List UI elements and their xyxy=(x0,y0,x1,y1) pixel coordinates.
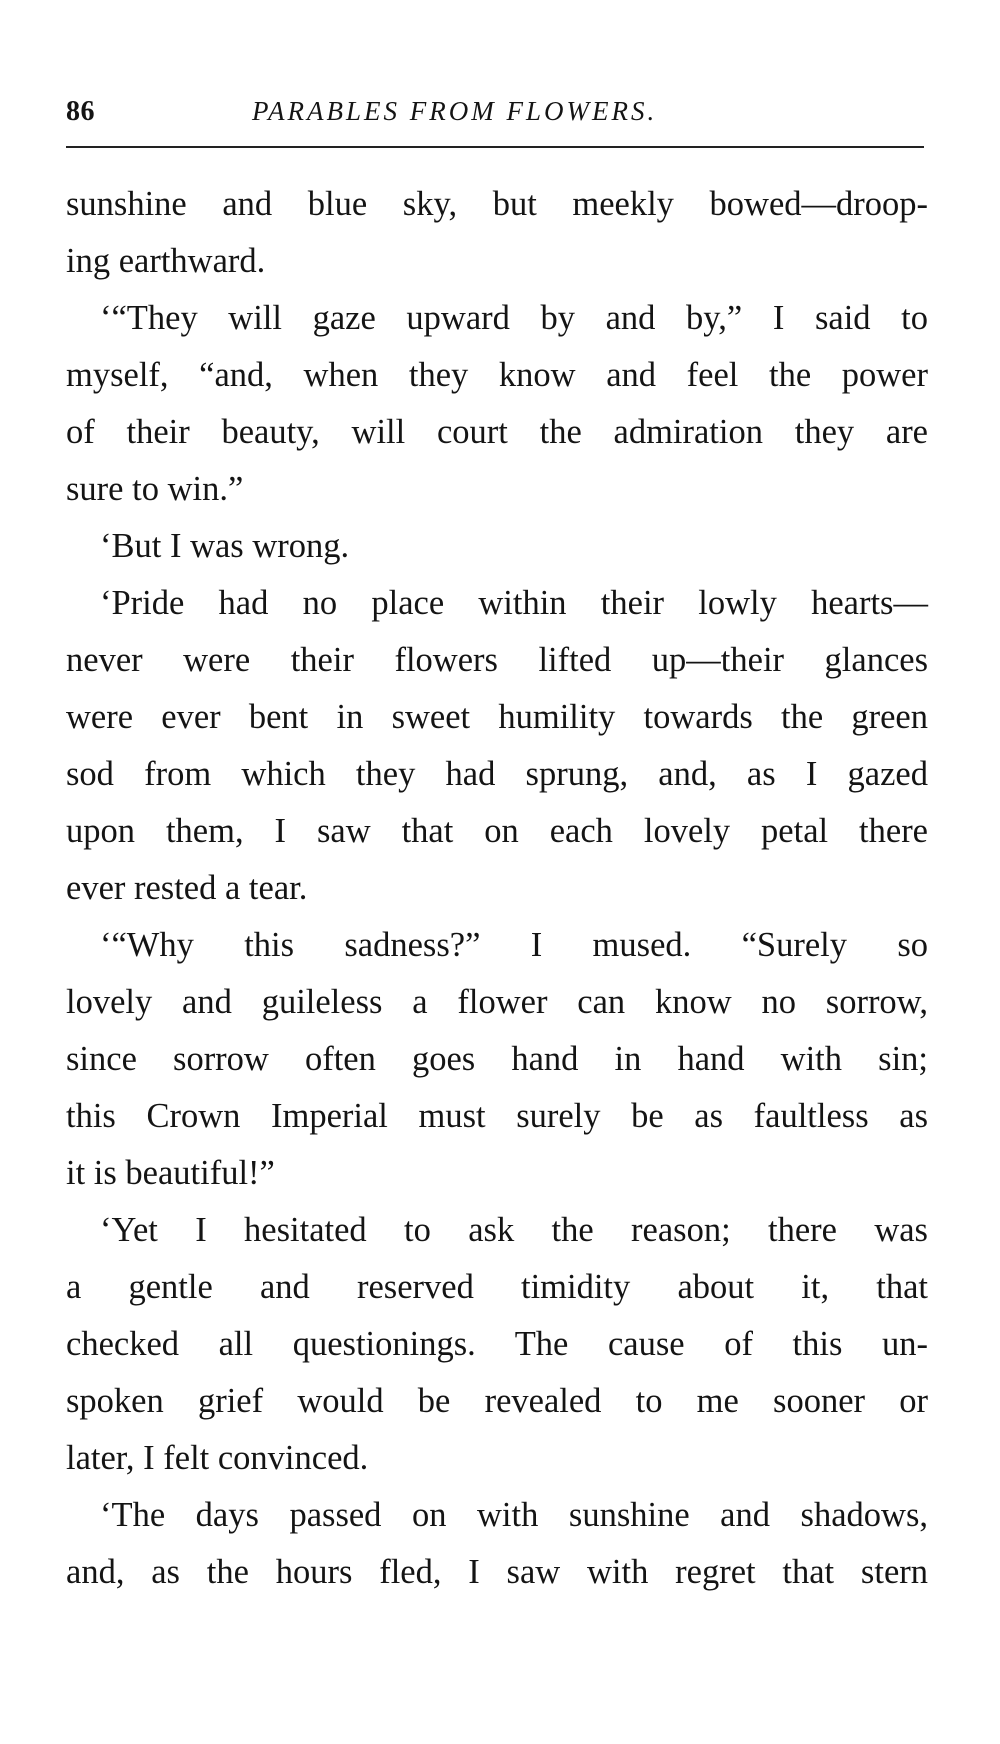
text-line: never were their flowers lifted up—their glances xyxy=(66,641,928,679)
text-line: ‘Pride had no place within their lowly hearts— xyxy=(100,584,928,622)
header-rule xyxy=(66,146,924,148)
text-line: sure to win.” xyxy=(66,470,244,508)
text-line: since sorrow often goes hand in hand with sin; xyxy=(66,1040,928,1078)
text-line: upon them, I saw that on each lovely petal there xyxy=(66,812,928,850)
text-line: of their beauty, will court the admiration they are xyxy=(66,413,928,451)
text-line: ‘“They will gaze upward by and by,” I said to xyxy=(100,299,928,337)
text-line: this Crown Imperial must surely be as faultless as xyxy=(66,1097,928,1135)
page-number: 86 xyxy=(66,96,95,127)
text-line: ‘Yet I hesitated to ask the reason; there was xyxy=(100,1211,928,1249)
text-line: later, I felt convinced. xyxy=(66,1439,369,1477)
text-line: were ever bent in sweet humility towards the green xyxy=(66,698,928,736)
text-line: ‘“Why this sadness?” I mused. “Surely so xyxy=(100,926,928,964)
text-line: a gentle and reserved timidity about it, that xyxy=(66,1268,928,1306)
text-line: ing earthward. xyxy=(66,242,266,280)
text-line: spoken grief would be revealed to me sooner or xyxy=(66,1382,928,1420)
text-line: checked all questionings. The cause of this un- xyxy=(66,1325,928,1363)
body-text xyxy=(66,176,928,1601)
text-line: it is beautiful!” xyxy=(66,1154,275,1192)
text-line: ‘The days passed on with sunshine and shadows, xyxy=(100,1496,928,1534)
text-line: ever rested a tear. xyxy=(66,869,308,907)
running-head xyxy=(66,96,924,132)
text-line: lovely and guileless a flower can know no sorrow, xyxy=(66,983,928,1021)
text-line: sod from which they had sprung, and, as I gazed xyxy=(66,755,928,793)
text-line: myself, “and, when they know and feel the power xyxy=(66,356,928,394)
text-line: sunshine and blue sky, but meekly bowed—droop- xyxy=(66,185,928,223)
running-title: PARABLES FROM FLOWERS. xyxy=(252,96,658,126)
text-line: and, as the hours fled, I saw with regret that stern xyxy=(66,1553,928,1591)
text-line: ‘But I was wrong. xyxy=(100,527,350,565)
